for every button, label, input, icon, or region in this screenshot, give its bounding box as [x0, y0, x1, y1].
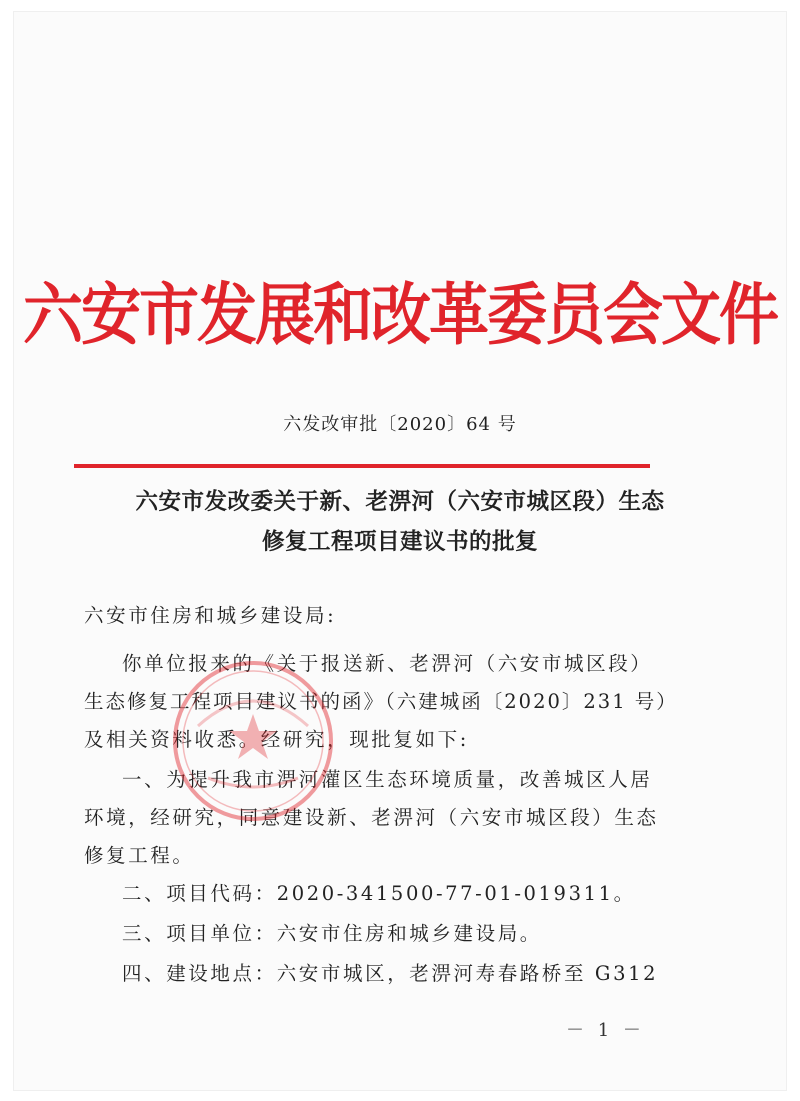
red-divider [74, 464, 650, 468]
page-number: － 1 － [566, 1020, 645, 1041]
item1-line1: 一、为提升我市淠河灌区生态环境质量，改善城区人居 [122, 768, 653, 791]
document-header-title: 六安市发展和改革委员会文件 [23, 276, 777, 355]
document-number: 六发改审批〔2020〕64 号 [283, 414, 517, 435]
subject-line-1: 六安市发改委关于新、老淠河（六安市城区段）生态 [135, 489, 665, 515]
item2: 二、项目代码：2020-341500-77-01-019311。 [122, 882, 636, 905]
item1-line3: 修复工程。 [84, 844, 195, 867]
item4: 四、建设地点：六安市城区，老淠河寿春路桥至 G312 [122, 962, 659, 985]
item1-line2: 环境，经研究，同意建设新、老淠河（六安市城区段）生态 [84, 806, 659, 829]
subject-line-2: 修复工程项目建议书的批复 [261, 529, 538, 555]
item3: 三、项目单位：六安市住房和城乡建设局。 [122, 922, 542, 945]
addressee: 六安市住房和城乡建设局: [84, 604, 337, 627]
para1-line3: 及相关资料收悉。经研究，现批复如下: [84, 728, 469, 751]
para1-line2: 生态修复工程项目建议书的函》（六建城函〔2020〕231 号） [84, 690, 678, 713]
para1-line1: 你单位报来的《关于报送新、老淠河（六安市城区段） [122, 652, 653, 675]
